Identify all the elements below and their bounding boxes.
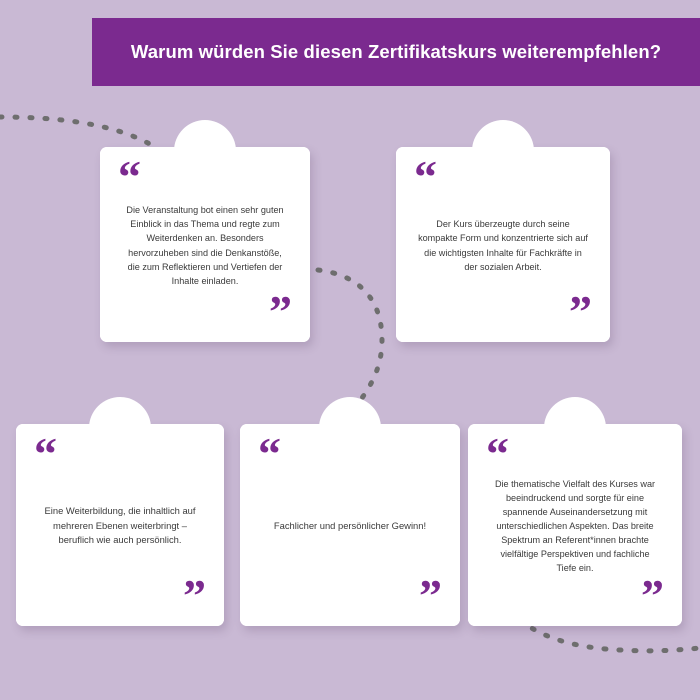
quote-card-1 — [100, 147, 310, 342]
quote-card-body — [396, 147, 610, 342]
page-title: Warum würden Sie diesen Zertifikatskurs weiterempfehlen? — [130, 40, 662, 62]
quote-open-icon: “ — [34, 428, 57, 479]
quote-card-body — [16, 424, 224, 626]
quote-text: Eine Weiterbildung, die inhaltlich auf mehreren Ebenen weiterbringt – beruflich wie auch persönlich. — [44, 505, 196, 546]
quote-text: Der Kurs überzeugte durch seine kompakte Form und konzentrierte sich auf die wichtigsten Inhalte für Fachkräfte in der sozialen Arbeit. — [418, 219, 588, 272]
quote-card-3 — [16, 424, 224, 626]
quote-text: Die Veranstaltung bot einen sehr guten Einblick in das Thema und regte zum Weiterdenken an. Besonders hervorzuheben sind die Denkanstöße, die zum Reflektieren und Vertiefen der Inhalte einladen. — [126, 205, 284, 286]
quote-close-icon: ” — [269, 286, 292, 337]
quote-text: Die thematische Vielfalt des Kurses war beeindruckend und sorgte für eine spannende Auseinandersetzung mit unterschiedlichen Aspekten. Das breite Spektrum an Referent*innen brachte vielfältige Perspektiven und fachliche Tiefe ein. — [494, 478, 656, 574]
quote-card-body — [100, 147, 310, 342]
quote-open-icon: “ — [414, 151, 437, 202]
quote-text: Fachlicher und persönlicher Gewinn! — [273, 519, 427, 531]
quote-card-4 — [240, 424, 460, 626]
quote-open-icon: “ — [258, 428, 281, 479]
quote-card-2 — [396, 147, 610, 342]
quote-card-body — [240, 424, 460, 626]
quote-open-icon: “ — [486, 428, 509, 479]
quote-open-icon: “ — [118, 151, 141, 202]
quote-card-5 — [468, 424, 682, 626]
quote-close-icon: ” — [569, 286, 592, 337]
header-banner — [92, 18, 700, 86]
quote-close-icon: ” — [419, 570, 442, 621]
quote-card-body — [468, 424, 682, 626]
quote-close-icon: ” — [183, 570, 206, 621]
quote-close-icon: ” — [641, 570, 664, 621]
